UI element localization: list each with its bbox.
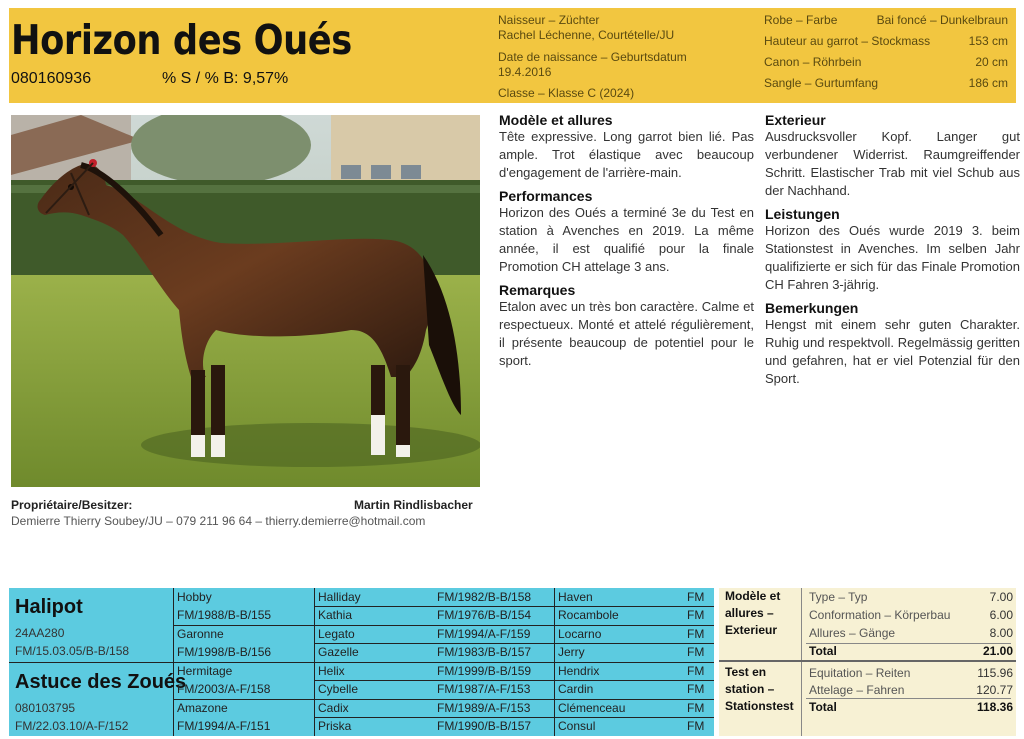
measure-value: 20 cm [975, 55, 1008, 69]
great-grandparent-info: FM/1994/A-F/159 [437, 627, 531, 641]
grandparent-info: FM/1988/B-B/155 [177, 608, 272, 622]
score-total-label: Total [809, 700, 837, 714]
remarks-heading: Remarques [499, 282, 576, 298]
score-value: 115.96 [977, 666, 1013, 680]
great-grandparent-info: FM/1989/A-F/153 [437, 701, 531, 715]
score-value: 7.00 [989, 590, 1013, 604]
score-label: Allures – Gänge [809, 626, 896, 640]
ancestor-breed: FM [687, 664, 705, 678]
ancestor-breed: FM [687, 645, 705, 659]
performances-heading: Performances [499, 188, 593, 204]
ancestor-name: Haven [558, 590, 593, 604]
horse-name-title: Horizon des Oués [11, 16, 352, 64]
grandparent-name: Amazone [177, 701, 228, 715]
exterior-heading: Exterieur [765, 112, 826, 128]
ancestor-name: Hendrix [558, 664, 600, 678]
measure-label: Hauteur au garrot – Stockmass [764, 34, 931, 48]
german-column [765, 112, 1020, 388]
ancestor-name: Cardin [558, 682, 594, 696]
measure-label: Canon – Röhrbein [764, 55, 862, 69]
blood-share: % S / % B: 9,57% [162, 70, 289, 87]
great-grandparent-name: Kathia [318, 608, 353, 622]
measure-value: Bai foncé – Dunkelbraun [876, 13, 1008, 27]
performances-text: Horizon des Oués a terminé 3e du Test en station à Avenches en 2019. La même année, il est qualifié pour la finale Promotion CH attelage 3 ans. [499, 205, 754, 274]
great-grandparent-name: Cadix [318, 701, 349, 715]
breeder-label: Naisseur – Züchter [498, 13, 600, 27]
remarks-text: Etalon avec un très bon caractère. Calme et respectueux. Monté et attelé régulièrement, il présente beaucoup de potentiel pour le sport. [499, 299, 754, 368]
horse-photo [11, 115, 480, 487]
measure-row [764, 34, 1008, 48]
grandparent-name: Garonne [177, 627, 224, 641]
photographer-credit: Martin Rindlisbacher [354, 498, 473, 512]
dam-id: 080103795 [15, 701, 76, 715]
measure-row [764, 76, 1008, 90]
ancestor-name: Locarno [558, 627, 602, 641]
owner-label: Propriétaire/Besitzer: [11, 498, 133, 512]
ancestor-name: Jerry [558, 645, 585, 659]
great-grandparent-name: Halliday [318, 590, 361, 604]
great-grandparent-name: Gazelle [318, 645, 359, 659]
score-label: Equitation – Reiten [809, 666, 911, 680]
model-heading: Modèle et allures [499, 112, 613, 128]
score-label: Attelage – Fahren [809, 683, 905, 697]
score-total-value: 21.00 [982, 644, 1013, 658]
breeder-value: Rachel Léchenne, Courtételle/JU [498, 28, 675, 42]
great-grandparent-info: FM/1982/B-B/158 [437, 590, 532, 604]
class-label: Classe – Klasse C (2024) [498, 86, 635, 100]
grandparent-name: Hobby [177, 590, 212, 604]
great-grandparent-info: FM/1976/B-B/154 [437, 608, 532, 622]
great-grandparent-info: FM/1999/B-B/159 [437, 664, 532, 678]
great-grandparent-name: Cybelle [318, 682, 359, 696]
score-value: 8.00 [989, 626, 1013, 640]
achievements-heading: Leistungen [765, 206, 840, 222]
sire-id: 24AA280 [15, 626, 65, 640]
great-grandparent-info: FM/1983/B-B/157 [437, 645, 532, 659]
exterior-text: Ausdrucksvoller Kopf. Langer gut verbundener Widerrist. Raumgreiffender Schritt. Elastischer Trab mit viel Schub aus der Nachhand. [765, 129, 1020, 198]
great-grandparent-name: Priska [318, 719, 352, 733]
grandparent-name: Hermitage [177, 664, 233, 678]
measure-label: Sangle – Gurtumfang [764, 76, 879, 90]
score-total-value: 118.36 [976, 700, 1013, 714]
ancestor-breed: FM [687, 627, 705, 641]
grandparent-info: FM/2003/A-F/158 [177, 682, 271, 696]
horse-illustration [11, 115, 480, 487]
scores-table [719, 588, 1016, 736]
morphology-group-label: Modèle et allures – Exterieur [725, 589, 781, 637]
great-grandparent-info: FM/1987/A-F/153 [437, 682, 531, 696]
pedigree-table [9, 588, 714, 736]
great-grandparent-name: Legato [318, 627, 355, 641]
great-grandparent-name: Helix [318, 664, 345, 678]
model-text: Tête expressive. Long garrot bien lié. Pas ample. Trot élastique avec beaucoup d'engagement de l'arrière-main. [499, 129, 754, 180]
score-value: 120.77 [976, 683, 1013, 697]
dam-info: FM/22.03.10/A-F/152 [15, 719, 129, 733]
comments-text: Hengst mit einem sehr guten Charakter. Ruhig und respektvoll. Regelmässig geritten und gefahren, hat er viel Potenzial für den Sport. [765, 317, 1020, 386]
french-column [499, 112, 754, 370]
station-test-group-label: Test en station – Stationstest [725, 665, 794, 713]
dam-name: Astuce des Zoués [15, 671, 187, 693]
birth-value: 19.4.2016 [498, 65, 552, 79]
sire-name: Halipot [15, 596, 83, 618]
ancestor-name: Clémenceau [558, 701, 626, 715]
ancestor-breed: FM [687, 701, 705, 715]
grandparent-info: FM/1998/B-B/156 [177, 645, 272, 659]
ancestor-breed: FM [687, 682, 705, 696]
owner-contact: Demierre Thierry Soubey/JU – 079 211 96 64 – thierry.demierre@hotmail.com [11, 514, 426, 528]
ancestor-name: Consul [558, 719, 596, 733]
score-label: Conformation – Körperbau [809, 608, 951, 622]
achievements-text: Horizon des Oués wurde 2019 3. beim Stationstest in Avenches. Im selben Jahr qualifizierte er sich für das Finale Promotion CH Fahren 3-jährig. [765, 223, 1020, 292]
ancestor-name: Rocambole [558, 608, 619, 622]
measure-value: 186 cm [968, 76, 1008, 90]
grandparent-info: FM/1994/A-F/151 [177, 719, 271, 733]
measure-row [764, 13, 1008, 27]
score-value: 6.00 [989, 608, 1013, 622]
comments-heading: Bemerkungen [765, 300, 859, 316]
ancestor-breed: FM [687, 608, 705, 622]
measure-value: 153 cm [968, 34, 1008, 48]
measure-row [764, 55, 1008, 69]
birth-label: Date de naissance – Geburtsdatum [498, 50, 687, 64]
sire-info: FM/15.03.05/B-B/158 [15, 644, 130, 658]
ancestor-breed: FM [687, 719, 705, 733]
measure-label: Robe – Farbe [764, 13, 838, 27]
registration-number: 080160936 [11, 70, 92, 87]
ancestor-breed: FM [687, 590, 705, 604]
score-label: Type – Typ [809, 590, 868, 604]
score-total-label: Total [809, 644, 837, 658]
great-grandparent-info: FM/1990/B-B/157 [437, 719, 532, 733]
